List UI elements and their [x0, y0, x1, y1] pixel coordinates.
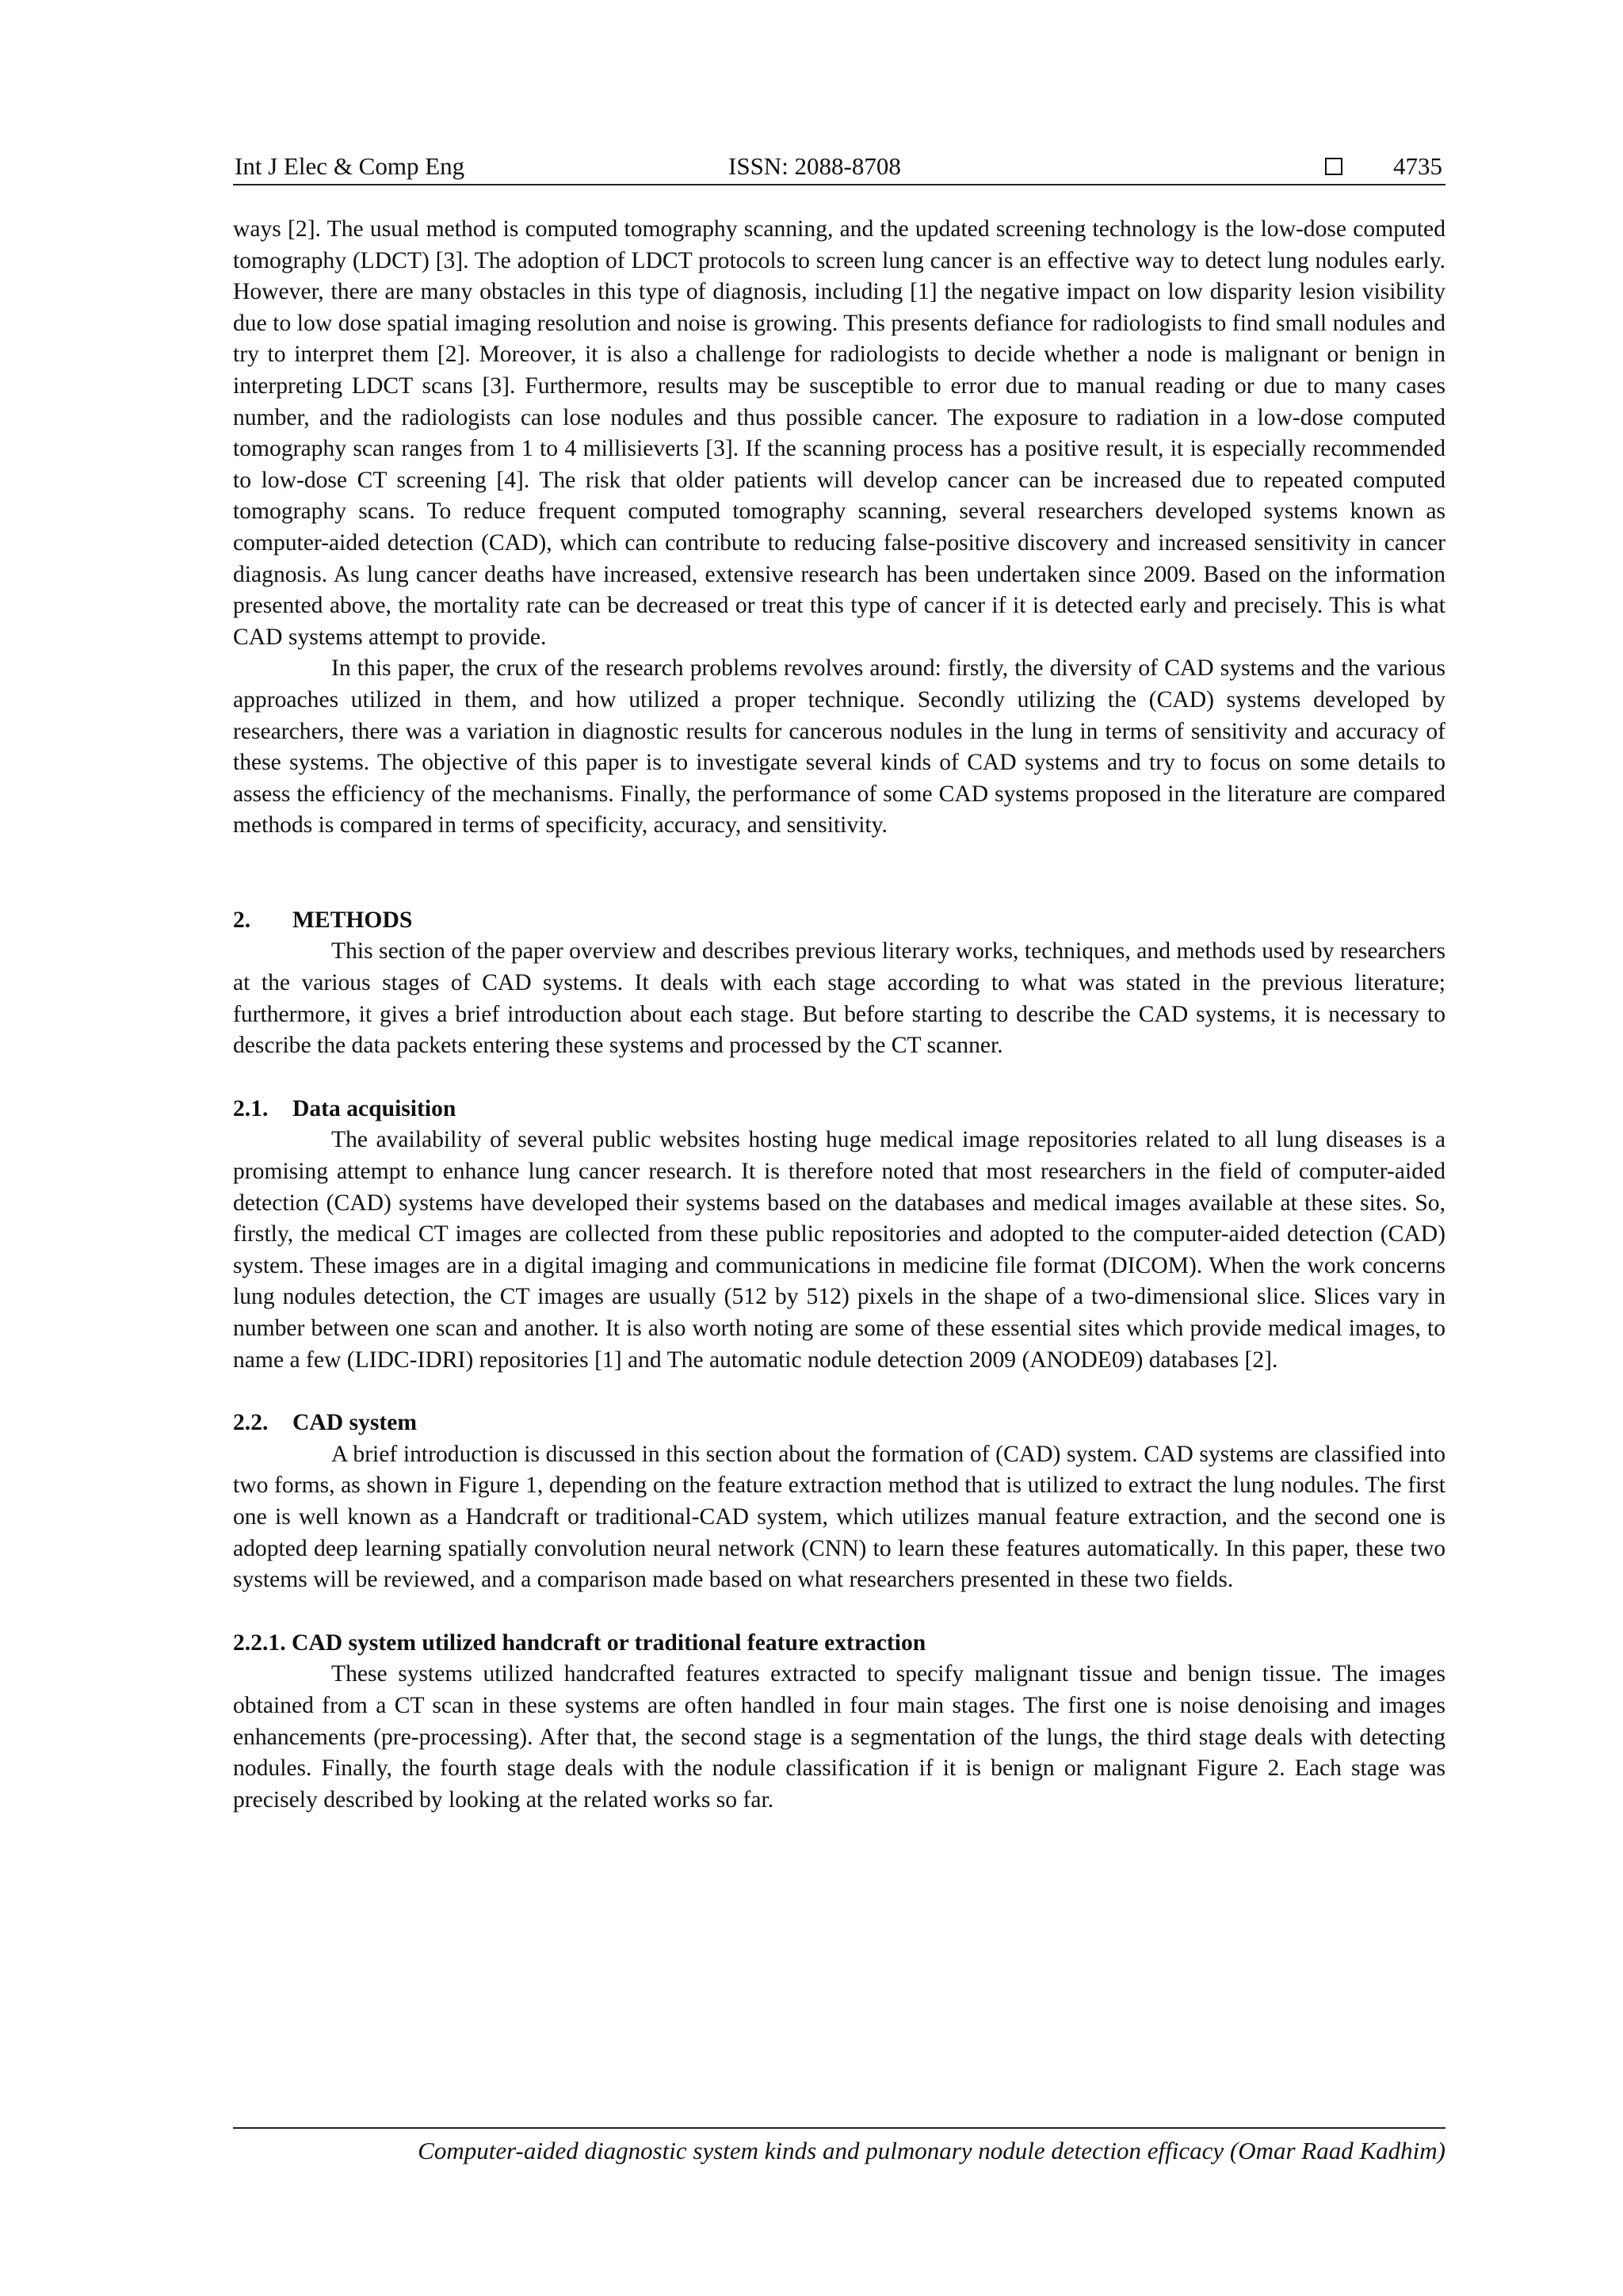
section-heading-methods [233, 905, 1445, 937]
page-header [233, 149, 1445, 185]
journal-name: Int J Elec & Comp Eng [235, 152, 465, 180]
paragraph-intro-continued: ways [2]. The usual method is computed tomography scanning, and the updated screening technology is the low-dose computed tomography (LDCT) [3]. The adoption of LDCT protocols to screen lung cancer is an effective way to detect lung nodules early. However, there are many obstacles in this type of diagnosis, including [1] the negative impact on low disparity lesion visibility due to low dose spatial imaging resolution and noise is growing. This presents defiance for radiologists to find small nodules and try to interpret them [2]. Moreover, it is also a challenge for radiologists to decide whether a node is malignant or benign in interpreting LDCT scans [3]. Furthermore, results may be susceptible to error due to manual reading or due to many cases number, and the radiologists can lose nodules and thus possible cancer. The exposure to radiation in a low-dose computed tomography scan ranges from 1 to 4 millisieverts [3]. If the scanning process has a positive result, it is especially recommended to low-dose CT screening [4]. The risk that older patients will develop cancer can be increased due to repeated computed tomography scans. To reduce frequent computed tomography scanning, several researchers developed systems known as computer-aided detection (CAD), which can contribute to reducing false-positive discovery and increased sensitivity in cancer diagnosis. As lung cancer deaths have increased, extensive research has been undertaken since 2009. Based on the information presented above, the mortality rate can be decreased or treat this type of cancer if it is detected early and precisely. This is what CAD systems attempt to provide. [233, 216, 1445, 650]
issn: ISSN: 2088-8708 [728, 152, 901, 180]
section-title: METHODS [292, 907, 413, 933]
paragraph-cad-system: A brief introduction is discussed in this section about the formation of (CAD) system. CAD systems are classified into two forms, as shown in Figure 1, depending on the feature extraction method that is utilized to extract the lung nodules. The first one is well known as a Handcraft or traditional-CAD system, which utilizes manual feature extraction, and the second one is adopted deep learning spatially convolution neural network (CNN) to learn these features automatically. In this paper, these two systems will be reviewed, and a comparison made based on what researchers presented in these two fields. [233, 1441, 1445, 1593]
subsection-title: Data acquisition [292, 1095, 456, 1121]
subsection-heading-cad-system [233, 1408, 1445, 1439]
section-number: 2. [233, 907, 251, 933]
body-content [233, 214, 1445, 1816]
paragraph-handcraft: These systems utilized handcrafted features extracted to specify malignant tissue and benign tissue. The images obtained from a CT scan in these systems are often handled in four main stages. The first one is noise denoising and images enhancements (pre-processing). After that, the second stage is a segmentation of the lungs, the third stage deals with detecting nodules. Finally, the fourth stage deals with the nodule classification if it is benign or malignant Figure 2. Each stage was precisely described by looking at the related works so far. [233, 1661, 1445, 1813]
page-number: 4735 [1393, 152, 1442, 180]
running-title: Computer-aided diagnostic system kinds and pulmonary nodule detection efficacy (Omar Raad Kadhim) [418, 2137, 1445, 2164]
paragraph-data-acquisition: The availability of several public websites hosting huge medical image repositories related to all lung diseases is a promising attempt to enhance lung cancer research. It is therefore noted that most researchers in the field of computer-aided detection (CAD) systems have developed their systems based on the databases and medical images available at these sites. So, firstly, the medical CT images are collected from these public repositories and adopted to the computer-aided detection (CAD) system. These images are in a digital imaging and communications in medicine file format (DICOM). When the work concerns lung nodules detection, the CT images are usually (512 by 512) pixels in the shape of a two-dimensional slice. Slices vary in number between one scan and another. It is also worth noting are some of these essential sites which provide medical images, to name a few (LIDC-IDRI) repositories [1] and The automatic nodule detection 2009 (ANODE09) databases [2]. [233, 1127, 1445, 1373]
subsection-title: CAD system [292, 1410, 417, 1436]
subsection-heading-data-acquisition [233, 1094, 1445, 1125]
page-number-group [1325, 152, 1442, 181]
subsubsection-heading-handcraft: 2.2.1. CAD system utilized handcraft or traditional feature extraction [233, 1629, 926, 1656]
subsection-number: 2.1. [233, 1095, 269, 1121]
paragraph-problem-statement: In this paper, the crux of the research problems revolves around: firstly, the diversity of CAD systems and the various approaches utilized in them, and how utilized a proper technique. Secondly utilizing the (CAD) systems developed by researchers, there was a variation in diagnostic results for cancerous nodules in the lung in terms of sensitivity and accuracy of these systems. The objective of this paper is to investigate several kinds of CAD systems and try to focus on some details to assess the efficiency of the mechanisms. Finally, the performance of some CAD systems proposed in the literature are compared methods is compared in terms of specificity, accuracy, and sensitivity. [233, 655, 1445, 839]
page-footer [233, 2127, 1445, 2165]
subsection-number: 2.2. [233, 1410, 269, 1436]
square-outline-icon [1325, 158, 1342, 175]
paragraph-methods: This section of the paper overview and describes previous literary works, techniques, and methods used by researchers at the various stages of CAD systems. It deals with each stage according to what was stated in the previous literature; furthermore, it gives a brief introduction about each stage. But before starting to describe the CAD systems, it is necessary to describe the data packets entering these systems and processed by the CT scanner. [233, 938, 1445, 1059]
page [233, 149, 1445, 1816]
